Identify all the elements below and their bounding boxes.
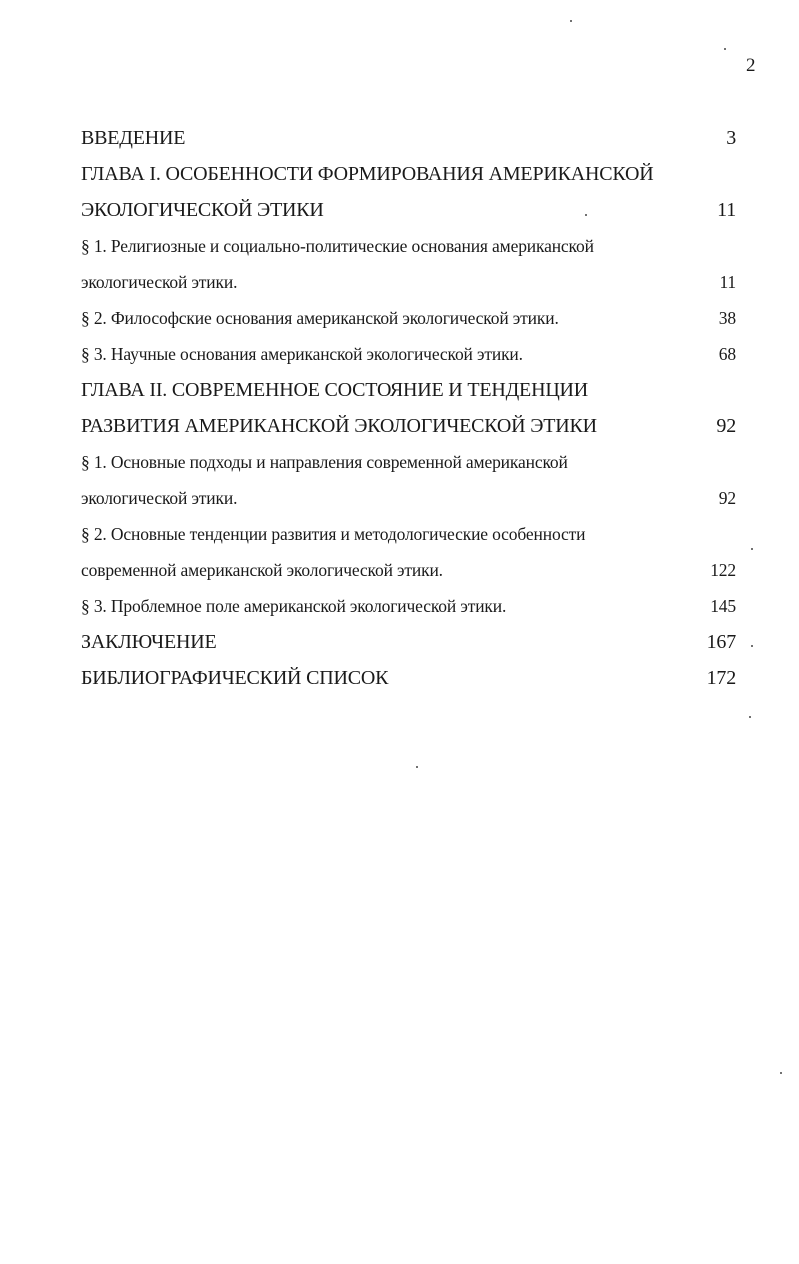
toc-entry-page: 68 [718,344,736,364]
scan-speck [749,716,751,718]
toc-entry-title: ГЛАВА II. СОВРЕМЕННОЕ СОСТОЯНИЕ И ТЕНДЕНЦИИ [81,379,589,401]
page-number: 2 [746,55,756,76]
toc-entry [81,372,741,408]
scan-speck [585,214,587,216]
toc-entry-title: РАЗВИТИЯ АМЕРИКАНСКОЙ ЭКОЛОГИЧЕСКОЙ ЭТИКИ [81,415,597,437]
toc-entry [81,300,741,336]
scan-speck [780,1072,782,1074]
toc-entry-title: § 1. Религиозные и социально-политические основания американской [81,236,594,256]
toc-entry [81,624,741,660]
toc-entry-page: 145 [710,596,736,616]
toc-entry [81,120,741,156]
toc-entry-page: 3 [726,127,736,149]
toc-entry-title: ВВЕДЕНИЕ [81,127,186,149]
toc-entry-title: ГЛАВА I. ОСОБЕННОСТИ ФОРМИРОВАНИЯ АМЕРИКАНСКОЙ [81,163,654,185]
toc-entry-page: 92 [716,415,736,437]
scan-speck [751,645,753,647]
toc-entry-title: современной американской экологической этики. [81,560,443,580]
toc-entry [81,192,741,228]
toc-entry [81,408,741,444]
scan-speck [724,48,726,50]
scan-speck [416,766,418,768]
toc-entry [81,516,741,552]
toc-entry-title: § 3. Проблемное поле американской экологической этики. [81,596,507,616]
toc-entry-page: 167 [706,631,736,653]
scan-speck [751,548,753,550]
table-of-contents [81,120,741,696]
toc-entry-title: § 3. Научные основания американской экологической этики. [81,344,523,364]
toc-entry-title: ЗАКЛЮЧЕНИЕ [81,631,217,653]
toc-entry-title: экологической этики. [81,488,238,508]
toc-entry [81,444,741,480]
toc-entry-title: § 1. Основные подходы и направления современной американской [81,452,568,472]
toc-entry-title: экологической этики. [81,272,238,292]
toc-entry [81,588,741,624]
toc-entry-page: 172 [706,667,736,689]
toc-entry-page: 92 [718,488,736,508]
toc-entry [81,264,741,300]
toc-entry [81,156,741,192]
toc-entry-page: 11 [719,272,736,292]
toc-entry-title: БИБЛИОГРАФИЧЕСКИЙ СПИСОК [81,667,389,689]
toc-entry-page: 122 [710,560,736,580]
toc-entry [81,336,741,372]
toc-entry-page: 11 [717,199,736,221]
toc-entry [81,552,741,588]
toc-entry [81,480,741,516]
toc-entry-title: § 2. Философские основания американской экологической этики. [81,308,559,328]
toc-entry [81,660,741,696]
scan-speck [570,20,572,22]
toc-entry-title: § 2. Основные тенденции развития и методологические особенности [81,524,586,544]
toc-entry [81,228,741,264]
toc-entry-title: ЭКОЛОГИЧЕСКОЙ ЭТИКИ [81,199,324,221]
toc-entry-page: 38 [718,308,736,328]
